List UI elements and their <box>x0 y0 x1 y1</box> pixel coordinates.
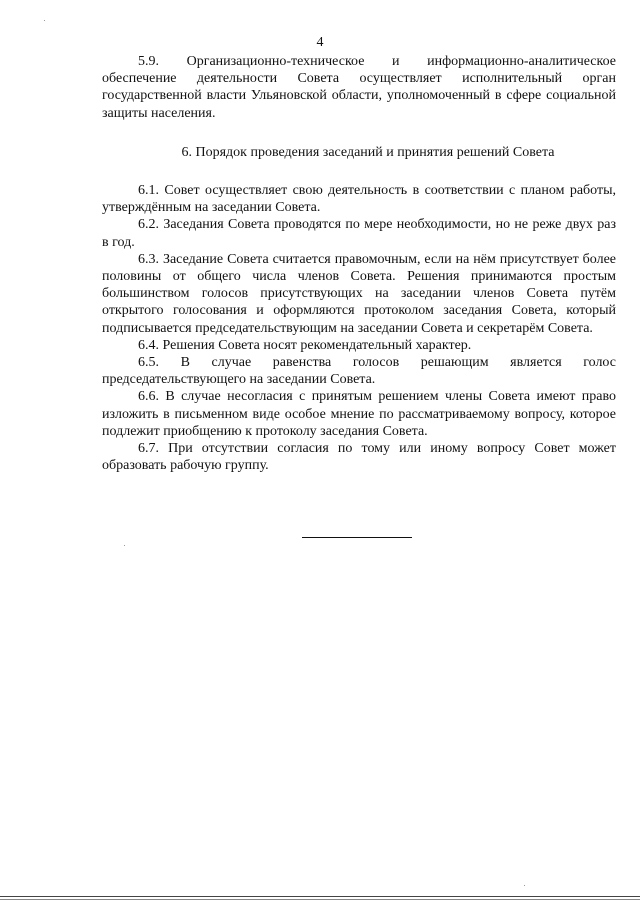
scan-speck <box>524 885 525 886</box>
paragraph-6-3: 6.3. Заседание Совета считается правомочным, если на нём присутствует более половины от общего числа членов Совета. Решения принимаются простым большинством голосов присутствующих на заседании членов Совета путём открытого голосования и оформляются протоколом заседания Совета, который подписывается председательствующим на заседании Совета и секретарём Совета. <box>102 251 616 336</box>
paragraph-6-1: 6.1. Совет осуществляет свою деятельность в соответствии с планом работы, утверждённым на заседании Совета. <box>102 183 616 216</box>
paragraph-6-7: 6.7. При отсутствии согласия по тому или иному вопросу Совет может образовать рабочую группу. <box>102 441 616 474</box>
paragraph-6-2: 6.2. Заседания Совета проводятся по мере необходимости, но не реже двух раз в год. <box>102 217 616 250</box>
scan-bottom-edge-line <box>0 896 640 897</box>
paragraph-6-4: 6.4. Решения Совета носят рекомендательный характер. <box>138 337 472 353</box>
paragraph-5-9: 5.9. Организационно-техническое и информационно-аналитическое обеспечение деятельности Совета осуществляет исполнительный орган государственной власти Ульяновской области, уполномоченный в сфере социальной защиты населения. <box>102 54 616 121</box>
scan-bottom-edge-line-secondary <box>0 899 640 900</box>
end-divider-line <box>302 537 412 538</box>
document-body <box>102 53 616 474</box>
section-6-heading: 6. Порядок проведения заседаний и принятия решений Совета <box>181 144 555 160</box>
paragraph-6-5: 6.5. В случае равенства голосов решающим является голос председательствующего на заседании Совета. <box>102 355 616 388</box>
scan-speck <box>44 20 45 21</box>
page-number: 4 <box>316 35 324 50</box>
scan-speck <box>124 545 125 546</box>
paragraph-6-6: 6.6. В случае несогласия с принятым решением члены Совета имеют право изложить в письменном виде особое мнение по рассматриваемому вопросу, которое подлежит приобщению к протоколу заседания Совета. <box>102 389 616 439</box>
